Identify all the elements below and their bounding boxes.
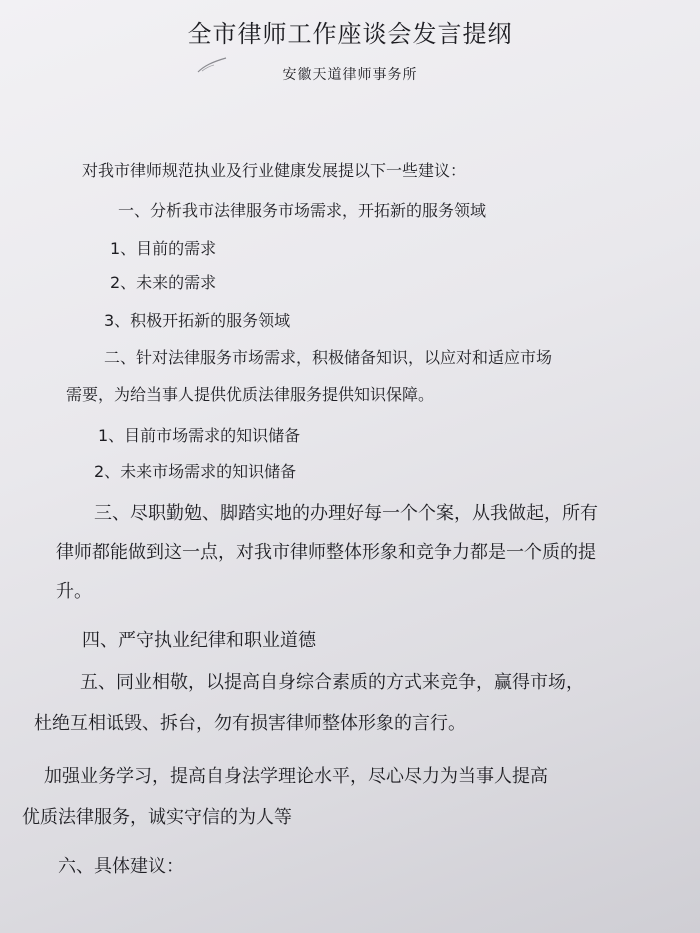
section-6-heading: 六、具体建议： — [58, 856, 184, 877]
section-2-heading: 二、针对法律服务市场需求，积极储备知识，以应对和适应市场 — [104, 348, 553, 367]
section-3-line-1: 三、尽职勤勉、脚踏实地的办理好每一个个案，从我做起，所有 — [94, 503, 598, 524]
section-1-item-3: 3、积极开拓新的服务领域 — [104, 311, 291, 330]
section-5-line-1: 五、同业相敬，以提高自身综合素质的方式来竞争，赢得市场， — [80, 672, 584, 693]
study-line-1: 加强业务学习，提高自身法学理论水平，尽心尽力为当事人提高 — [44, 766, 548, 787]
section-5-line-2: 杜绝互相诋毁、拆台，勿有损害律师整体形象的言行。 — [34, 713, 466, 734]
section-2-heading-cont: 需要，为给当事人提供优质法律服务提供知识保障。 — [66, 385, 435, 404]
section-2-item-1: 1、目前市场需求的知识储备 — [98, 426, 301, 445]
document-title: 全市律师工作座谈会发言提纲 — [187, 20, 513, 48]
section-3-line-3: 升。 — [56, 581, 92, 602]
section-2-item-2: 2、未来市场需求的知识储备 — [94, 462, 297, 481]
section-1-item-1: 1、目前的需求 — [110, 239, 217, 258]
section-1-item-2: 2、未来的需求 — [110, 273, 217, 292]
intro-line: 对我市律师规范执业及行业健康发展提以下一些建议： — [82, 161, 467, 180]
section-1-heading: 一、分析我市法律服务市场需求，开拓新的服务领域 — [118, 201, 487, 220]
study-line-2: 优质法律服务，诚实守信的为人等 — [22, 807, 292, 828]
section-3-line-2: 律师都能做到这一点，对我市律师整体形象和竞争力都是一个质的提 — [56, 542, 596, 563]
section-4-heading: 四、严守执业纪律和职业道德 — [82, 630, 316, 651]
document-subtitle: 安徽天道律师事务所 — [282, 67, 418, 83]
